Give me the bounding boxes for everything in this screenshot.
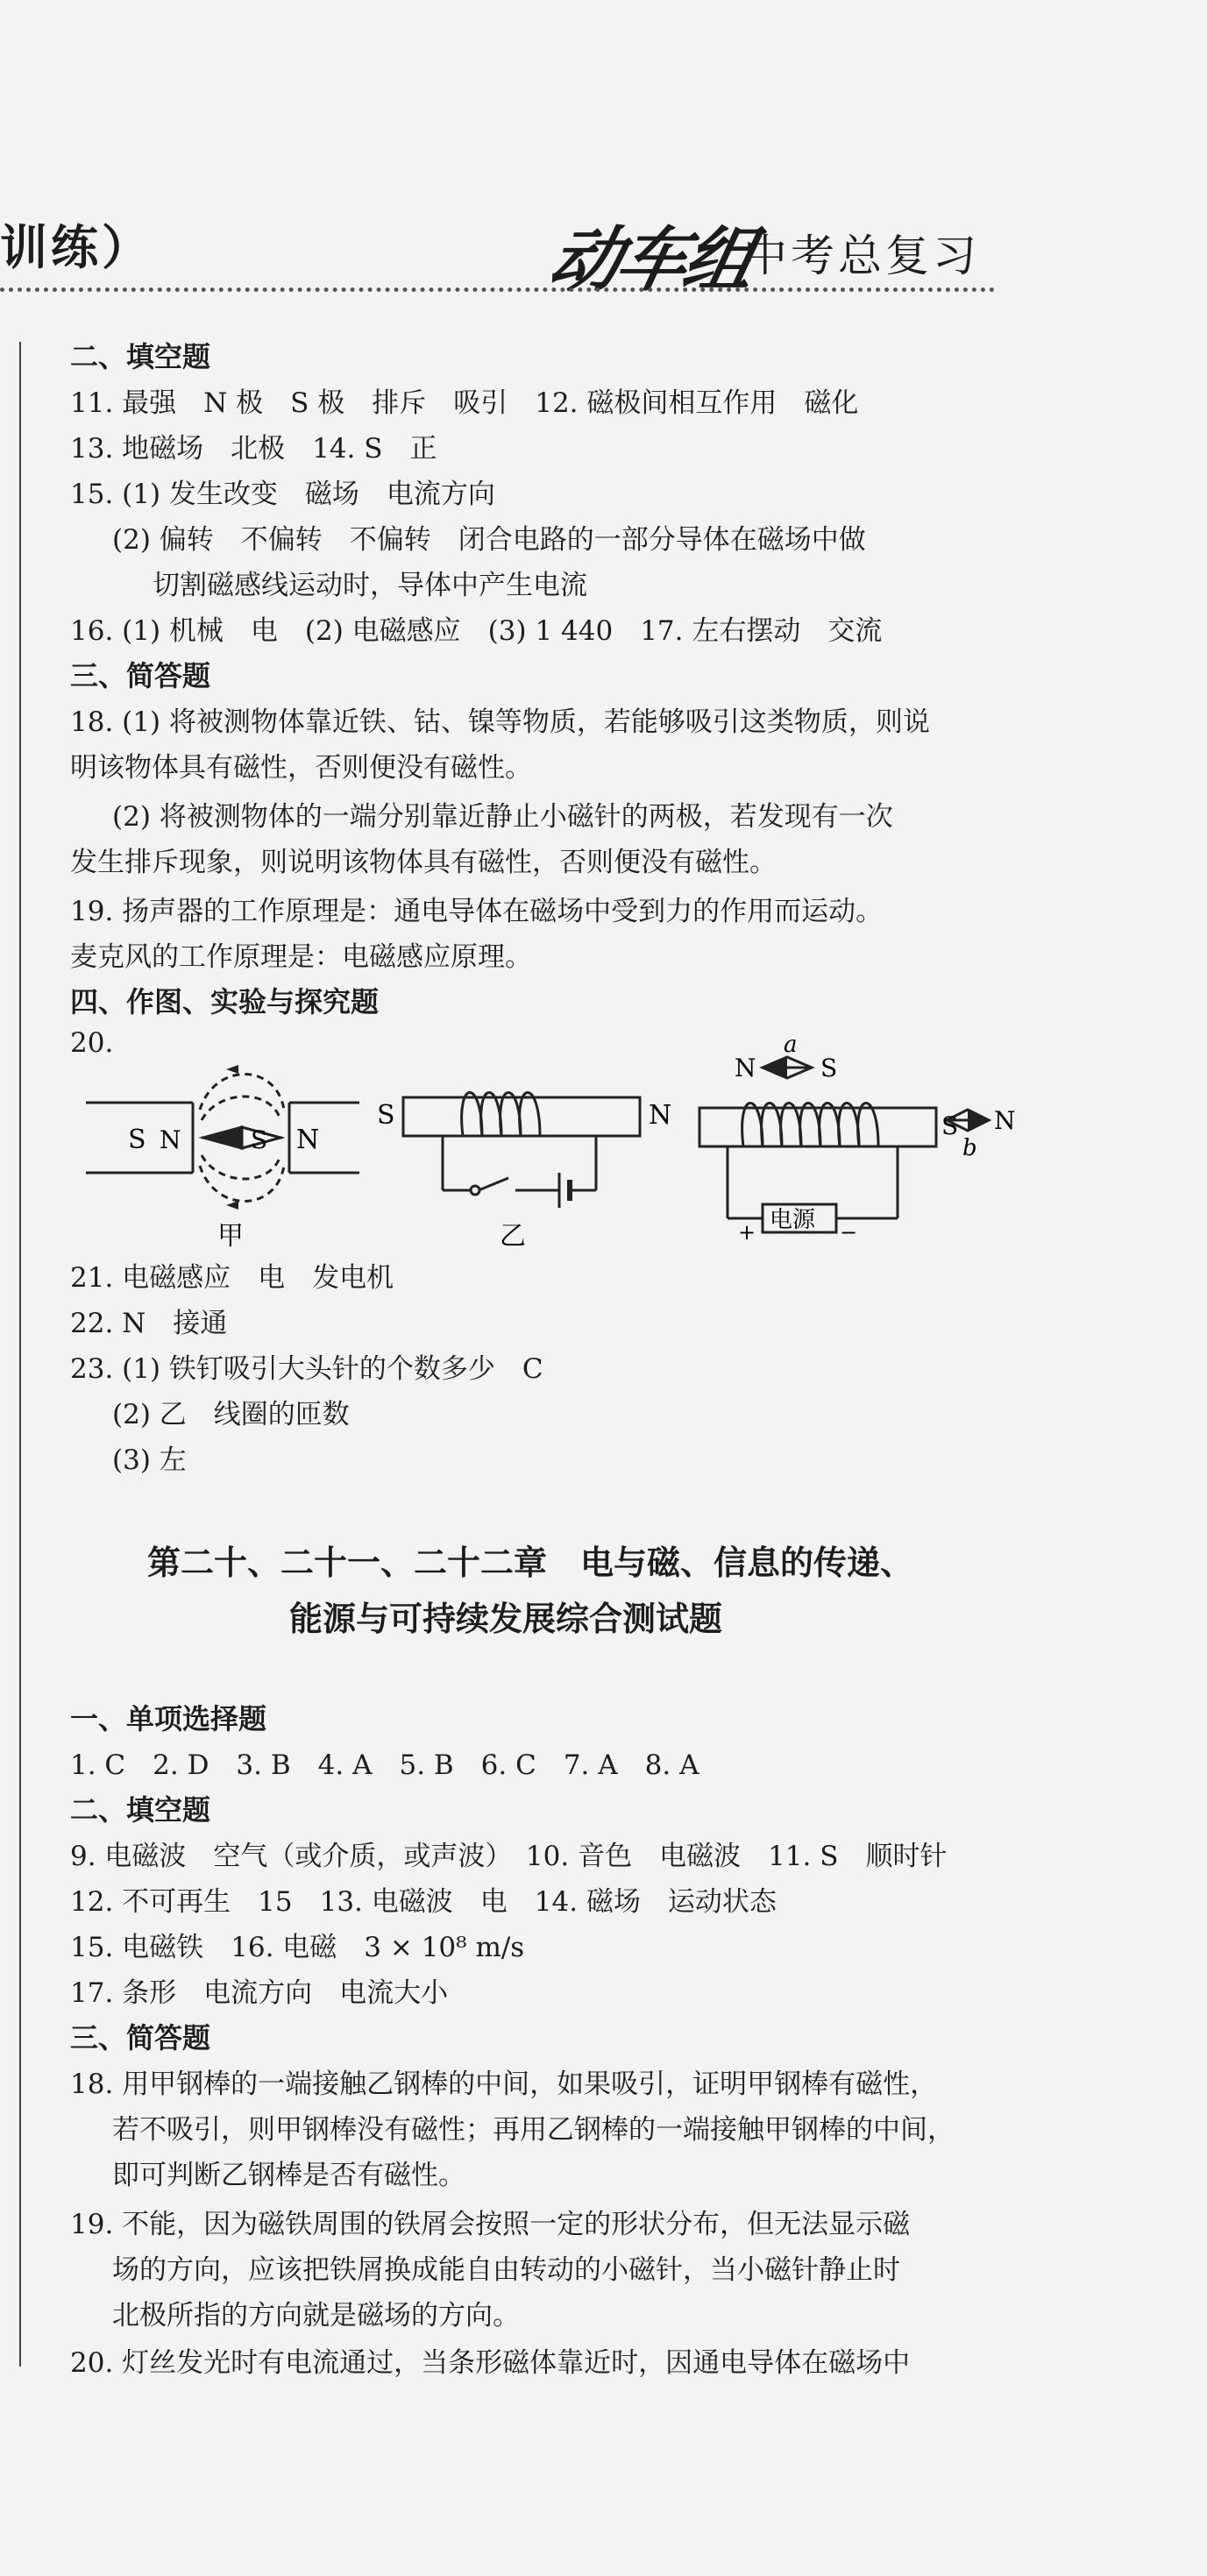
yi-n-pole: N xyxy=(649,1100,672,1131)
answer-line: 麦克风的工作原理是：电磁感应原理。 xyxy=(70,941,532,973)
bing-needle-b-n: N xyxy=(994,1106,1016,1135)
answer-line: 北极所指的方向就是磁场的方向。 xyxy=(112,2300,520,2331)
chapter-title-line2: 能源与可持续发展综合测试题 xyxy=(289,1600,723,1638)
answer-line: 23. (1) 铁钉吸引大头针的个数多少 C xyxy=(70,1353,543,1385)
answer-line: 20. xyxy=(70,1027,114,1059)
bing-minus: − xyxy=(840,1220,858,1245)
section-heading: 四、作图、实验与探究题 xyxy=(70,985,380,1018)
header-dotted-divider xyxy=(0,287,995,292)
bing-needle-a-n: N xyxy=(735,1054,756,1082)
series-logo: 动车组 xyxy=(542,218,760,301)
bing-plus: + xyxy=(738,1220,756,1245)
section-heading: 二、填空题 xyxy=(70,1793,211,1827)
answer-line: 即可判断乙钢棒是否有磁性。 xyxy=(112,2160,465,2191)
bing-source-label: 电源 xyxy=(770,1207,816,1233)
answer-line: 18. (1) 将被测物体靠近铁、钴、镍等物质，若能够吸引这类物质，则说 xyxy=(70,706,930,738)
answer-line: 9. 电磁波 空气（或介质，或声波） 10. 音色 电磁波 11. S 顺时针 xyxy=(70,1841,948,1872)
bing-needle-a-s: S xyxy=(820,1054,838,1082)
answer-line: (3) 左 xyxy=(112,1444,187,1476)
jia-s-left: S xyxy=(128,1125,146,1155)
answer-line: 15. (1) 发生改变 磁场 电流方向 xyxy=(70,479,495,510)
answer-line: 明该物体具有磁性，否则便没有磁性。 xyxy=(70,752,532,784)
chapter-title-line1: 第二十、二十一、二十二章 电与磁、信息的传递、 xyxy=(147,1543,914,1582)
yi-label: 乙 xyxy=(500,1221,526,1252)
answer-line: 19. 不能，因为磁铁周围的铁屑会按照一定的形状分布，但无法显示磁 xyxy=(70,2209,911,2240)
answer-line: 11. 最强 N 极 S 极 排斥 吸引 12. 磁极间相互作用 磁化 xyxy=(70,387,859,419)
bing-a-label: a xyxy=(784,1032,798,1058)
magnetism-figure xyxy=(70,1025,1017,1253)
figure-bing xyxy=(699,1057,989,1232)
needle-a-dark-half xyxy=(763,1057,787,1078)
answer-line: 20. 灯丝发光时有电流通过，当条形磁体靠近时，因通电导体在磁场中 xyxy=(70,2347,911,2379)
section-heading: 三、简答题 xyxy=(70,2021,211,2054)
answer-line: 19. 扬声器的工作原理是：通电导体在磁场中受到力的作用而运动。 xyxy=(70,896,884,927)
bing-s-pole: S xyxy=(941,1111,959,1140)
answer-line: 场的方向，应该把铁屑换成能自由转动的小磁针，当小磁针静止时 xyxy=(112,2254,900,2286)
answer-line: 1. C 2. D 3. B 4. A 5. B 6. C 7. A 8. A xyxy=(70,1749,699,1781)
answer-line: (2) 将被测物体的一端分别靠近静止小磁针的两极，若发现有一次 xyxy=(112,801,893,833)
answer-line: 切割磁感线运动时，导体中产生电流 xyxy=(153,570,587,601)
answer-line: 若不吸引，则甲钢棒没有磁性；再用乙钢棒的一端接触甲钢棒的中间， xyxy=(112,2114,955,2146)
yi-s-pole: S xyxy=(377,1100,395,1131)
answer-line: 18. 用甲钢棒的一端接触乙钢棒的中间，如果吸引，证明甲钢棒有磁性， xyxy=(70,2069,938,2100)
answer-line: 12. 不可再生 15 13. 电磁波 电 14. 磁场 运动状态 xyxy=(70,1886,777,1918)
jia-n-left: N xyxy=(160,1125,181,1154)
answer-line: 22. N 接通 xyxy=(70,1308,228,1339)
bing-b-label: b xyxy=(962,1135,977,1161)
figure-yi xyxy=(403,1093,640,1209)
section-heading: 三、简答题 xyxy=(70,659,211,692)
needle-b-dark-half xyxy=(968,1110,989,1131)
jia-n-right: N xyxy=(296,1125,320,1155)
answer-line: (2) 偏转 不偏转 不偏转 闭合电路的一部分导体在磁场中做 xyxy=(112,524,866,556)
jia-label: 甲 xyxy=(217,1221,244,1252)
book-title: 中考总复习 xyxy=(743,231,980,281)
answer-line: 17. 条形 电流方向 电流大小 xyxy=(70,1977,449,2009)
answer-line: 21. 电磁感应 电 发电机 xyxy=(70,1262,394,1294)
jia-s-mid: S xyxy=(251,1125,268,1154)
section-heading: 二、填空题 xyxy=(70,340,211,373)
answer-line: 13. 地磁场 北极 14. S 正 xyxy=(70,433,437,465)
left-margin-rule xyxy=(19,342,21,2367)
answer-line: 15. 电磁铁 16. 电磁 3 × 10⁸ m/s xyxy=(70,1932,525,1963)
answer-line: 16. (1) 机械 电 (2) 电磁感应 (3) 1 440 17. 左右摆动 交流 xyxy=(70,615,883,647)
header-left-text: 训练） xyxy=(0,220,153,275)
section-heading: 一、单项选择题 xyxy=(70,1702,267,1735)
answer-line: (2) 乙 线圈的匝数 xyxy=(112,1399,350,1430)
answer-line: 发生排斥现象，则说明该物体具有磁性，否则便没有磁性。 xyxy=(70,847,777,878)
